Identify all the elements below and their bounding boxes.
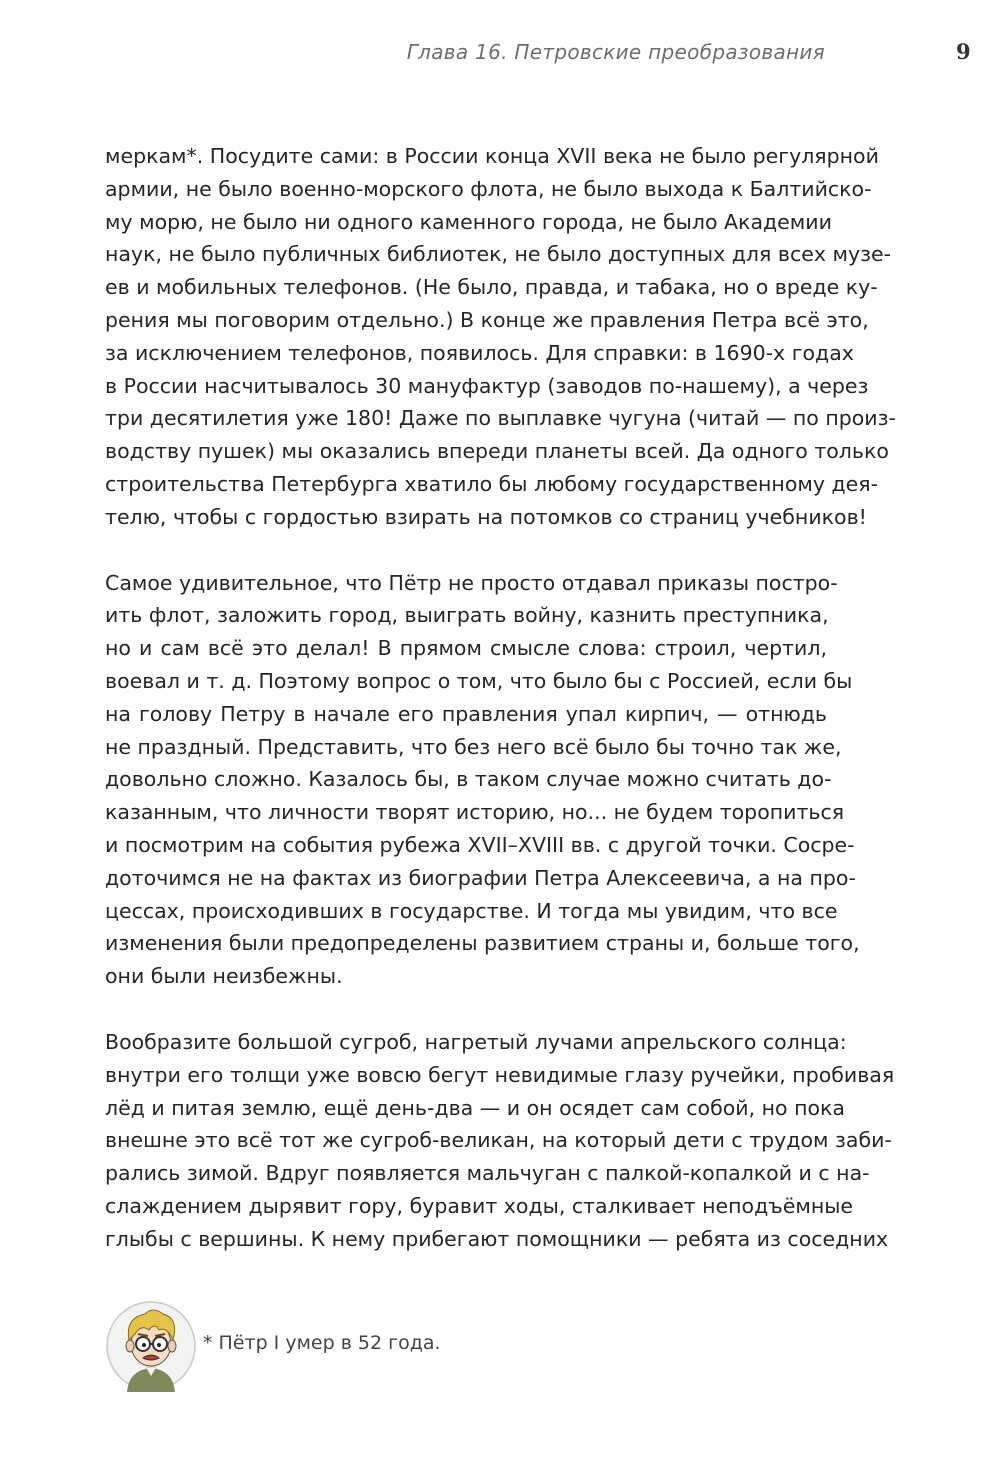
text-line: глыбы с вершины. К нему прибегают помощники — ребята из соседних bbox=[105, 1226, 889, 1251]
text-line: воевал и т. д. Поэтому вопрос о том, что было бы с Россией, если бы bbox=[105, 668, 853, 693]
text-line: армии, не было военно-морского флота, не было выхода к Балтийско- bbox=[105, 176, 872, 201]
text-line: строительства Петербурга хватило бы любому государственному дея- bbox=[105, 471, 878, 496]
text-line: слаждением дырявит гору, буравит ходы, сталкивает неподъёмные bbox=[105, 1193, 854, 1218]
paragraph-1 bbox=[105, 140, 896, 534]
footnote-text: * Пётр I умер в 52 года. bbox=[203, 1332, 441, 1354]
text-line: в России насчитывалось 30 мануфактур (заводов по-нашему), а через bbox=[105, 373, 869, 398]
footnote bbox=[105, 1300, 827, 1400]
text-line: на голову Петру в начале его правления упал кирпич, — отнюдь bbox=[105, 701, 827, 726]
text-line: му морю, не было ни одного каменного города, не было Академии bbox=[105, 209, 832, 234]
text-line: казанным, что личности творят историю, но... не будем торопиться bbox=[105, 800, 845, 825]
text-line: они были неизбежны. bbox=[105, 964, 343, 989]
text-line: ить флот, заложить город, выиграть войну, казнить преступника, bbox=[105, 603, 829, 628]
text-line: за исключением телефонов, появилось. Для справки: в 1690-х годах bbox=[105, 340, 854, 365]
text-line: внешне это всё тот же сугроб-великан, на который дети с трудом заби- bbox=[105, 1128, 892, 1153]
text-line: но и сам всё это делал! В прямом смысле слова: строил, чертил, bbox=[105, 636, 827, 661]
text-line: изменения были предопределены развитием страны и, больше того, bbox=[105, 931, 860, 956]
text-line: Самое удивительное, что Пётр не просто отдавал приказы постро- bbox=[105, 570, 838, 595]
text-line: внутри его толщи уже вовсю бегут невидимые глазу ручейки, пробивая bbox=[105, 1062, 895, 1087]
text-line: цессах, происходивших в государстве. И тогда мы увидим, что все bbox=[105, 898, 838, 923]
text-line: водству пушек) мы оказались впереди планеты всей. Да одного только bbox=[105, 439, 889, 464]
text-line: не праздный. Представить, что без него всё было бы точно так же, bbox=[105, 734, 842, 759]
boy-with-glasses-icon bbox=[105, 1300, 197, 1392]
paragraph-3 bbox=[105, 1026, 895, 1256]
text-line: рения мы поговорим отдельно.) В конце же правления Петра всё это, bbox=[105, 307, 869, 332]
text-line: рались зимой. Вдруг появляется мальчуган с палкой-копалкой и с на- bbox=[105, 1161, 870, 1186]
text-line: и посмотрим на события рубежа XVII–XVIII вв. с другой точки. Сосре- bbox=[105, 832, 855, 857]
text-line: меркам*. Посудите сами: в России конца XVII века не было регулярной bbox=[105, 144, 879, 168]
text-line: Вообразите большой сугроб, нагретый лучами апрельского солнца: bbox=[105, 1029, 847, 1054]
paragraph-2 bbox=[105, 567, 860, 993]
body-text bbox=[105, 140, 896, 1289]
page-number: 9 bbox=[956, 39, 971, 64]
running-header bbox=[0, 38, 1000, 70]
text-line: лёд и питая землю, ещё день-два — и он осядет сам собой, но пока bbox=[105, 1095, 845, 1120]
text-line: наук, не было публичных библиотек, не было доступных для всех музе- bbox=[105, 242, 891, 267]
text-line: доточимся не на фактах из биографии Петра Алексеевича, а на про- bbox=[105, 865, 856, 890]
text-line: довольно сложно. Казалось бы, в таком случае можно считать до- bbox=[105, 767, 832, 792]
text-line: ев и мобильных телефонов. (Не было, правда, и табака, но о вреде ку- bbox=[105, 275, 878, 300]
text-line: телю, чтобы с гордостью взирать на потомков со страниц учебников! bbox=[105, 504, 867, 529]
text-line: три десятилетия уже 180! Даже по выплавке чугуна (читай — по произ- bbox=[105, 406, 896, 431]
chapter-title: Глава 16. Петровские преобразования bbox=[406, 40, 825, 64]
